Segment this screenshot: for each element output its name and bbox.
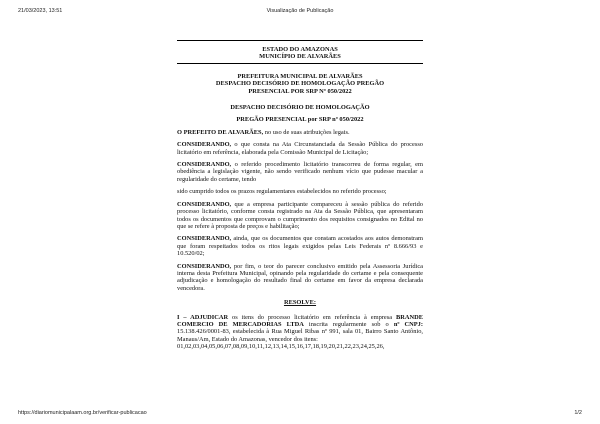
considerando-2-continued: sido cumprido todos os prazos regulamentares estabelecidos no referido processo; <box>177 188 387 196</box>
considerando-1 <box>177 141 423 156</box>
considerando-2 <box>177 161 423 183</box>
resolve-heading: RESOLVE: <box>283 299 317 307</box>
company-name: BRANDE COMERCIO DE MERCADORIAS LTDA <box>177 313 423 328</box>
prefeito-label: O PREFEITO DE ALVARÃES, <box>177 128 264 136</box>
prefeitura-heading: PREFEITURA MUNICIPAL DE ALVARÃES <box>237 72 363 80</box>
print-page-title: Visualização de Publicação <box>266 8 334 14</box>
prefeito-text: no uso de suas atribuições legais. <box>263 128 350 136</box>
considerando-5-text: por fim, o teor do parecer conclusivo emitido pela Assessoria Jurídica interna desta Prefeitura Municipal, opinando pela regularidade do certame e pela consequente adjudicação e homologação do resultado final do certame em favor da empresa declarada vencedora. <box>177 262 423 292</box>
despacho-title-line2: PRESENCIAL POR SRP Nº 050/2022 <box>248 87 352 95</box>
considerando-label: CONSIDERANDO, <box>177 200 232 208</box>
prefeito-paragraph <box>177 129 423 136</box>
adjudicar-text-3: 15.138.426/0001-83, estabelecida à Rua Miguel Ribas nº 991, sala 01, Bairro Santo Antônio, Manaus/Am, Estado do Amazonas, vencedor dos itens: <box>177 328 423 343</box>
cnpj-label: nº CNPJ: <box>393 320 424 328</box>
considerando-4 <box>177 235 423 257</box>
adjudicar-text-1: os itens do processo licitatório em referência à empresa <box>228 313 396 321</box>
footer-page-number: 1/2 <box>574 410 582 416</box>
print-datetime: 21/03/2023, 13:51 <box>18 8 63 14</box>
considerando-1-text: o que consta na Ata Circunstanciada da Sessão Pública do processo licitatório em referência, elaborada pela Comissão Municipal de Licitação; <box>177 141 423 156</box>
municipality-heading: MUNICÍPIO DE ALVARÃES <box>259 53 341 61</box>
state-heading: ESTADO DO AMAZONAS <box>262 46 338 53</box>
footer-url: https://diariomunicipalaam.org.br/verificar-publicacao <box>18 410 147 416</box>
adjudicar-label: I – ADJUDICAR <box>177 313 229 321</box>
adjudicar-paragraph <box>177 314 423 344</box>
despacho-subtitle: DESPACHO DECISÓRIO DE HOMOLOGAÇÃO <box>230 104 370 112</box>
pregao-subtitle: PREGÃO PRESENCIAL por SRP nº 050/2022 <box>236 116 364 124</box>
considerando-label: CONSIDERANDO, <box>177 262 232 270</box>
considerando-label: CONSIDERANDO, <box>177 235 232 243</box>
considerando-3 <box>177 201 423 231</box>
considerando-label: CONSIDERANDO, <box>177 141 232 149</box>
considerando-2-text: o referido procedimento licitatório transcorreu de forma regular, em obediência a legislação vigente, não sendo verificado nenhum vício que pudesse macular a regularidade do certame, tendo <box>177 161 423 183</box>
items-list: 01,02,03,04,05,06,07,08,09,10,11,12,13,14,15,16,17,18,19,20,21,22,23,24,25,26, <box>177 343 385 351</box>
mid-rule <box>177 63 423 64</box>
considerando-4-text: ainda, que os documentos que constam acostados aos autos demonstram que foram respeitados todos os ritos legais exigidos pelas Leis Federais nº 8.666/93 e 10.520/02; <box>177 235 423 258</box>
considerando-label: CONSIDERANDO, <box>177 161 232 169</box>
considerando-5 <box>177 263 423 293</box>
publication-document <box>177 40 423 351</box>
considerando-3-text: que a empresa participante compareceu à sessão pública do referido processo licitatório, conforme consta registrado na Ata da Sessão Pública, que apresentaram todos os documentos que comprovam o cumprimento dos requisitos consignados no Edital no que se refere à proposta de preços e habilitação; <box>177 200 423 230</box>
adjudicar-text-2: inscrita regularmente sob o <box>303 320 394 328</box>
despacho-title-line1: DESPACHO DECISÓRIO DE HOMOLOGAÇÃO PREGÃO <box>215 80 385 88</box>
top-rule <box>177 40 423 41</box>
